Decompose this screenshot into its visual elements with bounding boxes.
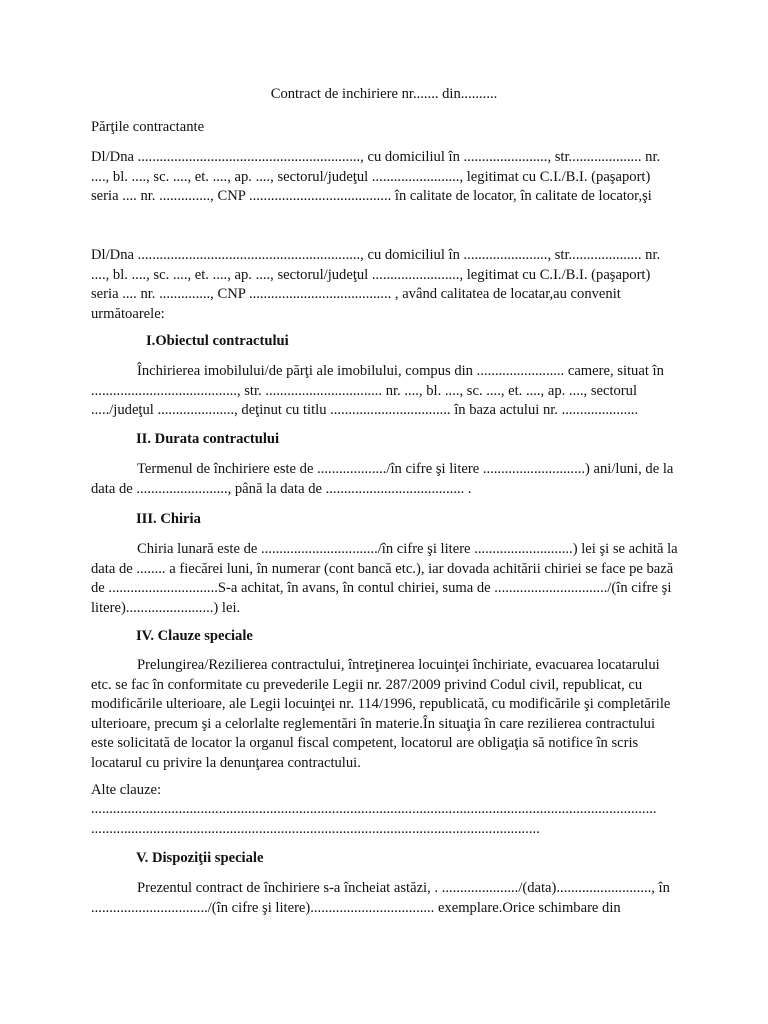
section-3-heading: III. Chiria [136,511,201,527]
parties-heading: Părţile contractante [91,119,205,135]
section-3-text: Chiria lunară este de ................................/în cifre şi litere ...........................) lei şi se achită la data de ........ a fiecărei luni, în numerar (cont bancă etc.), iar dovada achitării chiriei se face pe bază de ..............................S-a achitat, în avans, în contul chiriei, suma de .............................../(în cifre şi litere)........................) lei. [91,541,678,616]
section-4-text: Prelungirea/Rezilierea contractului, întreţinerea locuinţei închiriate, evacuarea locatarului etc. se fac în conformitate cu prevederile Legii nr. 287/2009 privind Codul civil, republicat, cu modificările ulterioare, ale Legii locuinţei nr. 114/1996, republicată, cu modificările şi completările ulterioare, precum şi a celorlalte reglementări în materie.În situaţia în care rezilierea contractului este solicitată de locator la organul fiscal competent, locatorul are obligaţia să notifice în scris locatarul cu privire la denunţarea contractului. [91,657,671,771]
section-2-text: Termenul de închiriere este de .................../în cifre şi litere ............................) ani/luni, de la data de ........................., până la data de ...................................... . [91,461,674,497]
section-4-heading: IV. Clauze speciale [136,628,253,644]
document-title: Contract de inchiriere nr....... din.......... [270,86,498,102]
section-1-heading: I.Obiectul contractului [146,333,289,349]
section-1-text: Închirierea imobilului/de părţi ale imobilului, compus din ........................ camere, situat în ........................................, str. ................................ nr. ...., bl. ...., sc. ...., et. ...., ap. ...., sectorul ...../judeţul ....................., deţinut cu titlu ................................. în baza actului nr. ..................... [91,363,664,419]
other-clauses-label: Alte clauze: [91,782,162,798]
party-locator-paragraph: Dl/Dna ............................................................., cu domiciliul în ......................., str.................... nr. ...., bl. ...., sc. ...., et. ...., ap. ...., sectorul/judeţul ........................, legitimat cu C.I./B.I. (paşaport) seria .... nr. .............., CNP ....................................... în calitate de locator, în calitate de locator,şi [91,149,661,205]
section-5-heading: V. Dispoziţii speciale [136,850,264,866]
other-clauses-dotted-line-2: ........................................................................................................................... [91,821,540,837]
other-clauses-dotted-line-1: ........................................................................................................................................................... [91,801,657,817]
party-locatar-paragraph: Dl/Dna ............................................................., cu domiciliul în ......................., str.................... nr. ...., bl. ...., sc. ...., et. ...., ap. ...., sectorul/judeţul ........................, legitimat cu C.I./B.I. (paşaport) seria .... nr. .............., CNP ....................................... , având calitatea de locatar,au convenit următoarele: [91,247,661,322]
section-2-heading: II. Durata contractului [136,431,280,447]
section-5-text: Prezentul contract de închiriere s-a încheiat astăzi, . ...................../(data).........................., în ................................/(în cifre şi litere).................................. exemplare.Orice schimbare din [91,880,670,916]
